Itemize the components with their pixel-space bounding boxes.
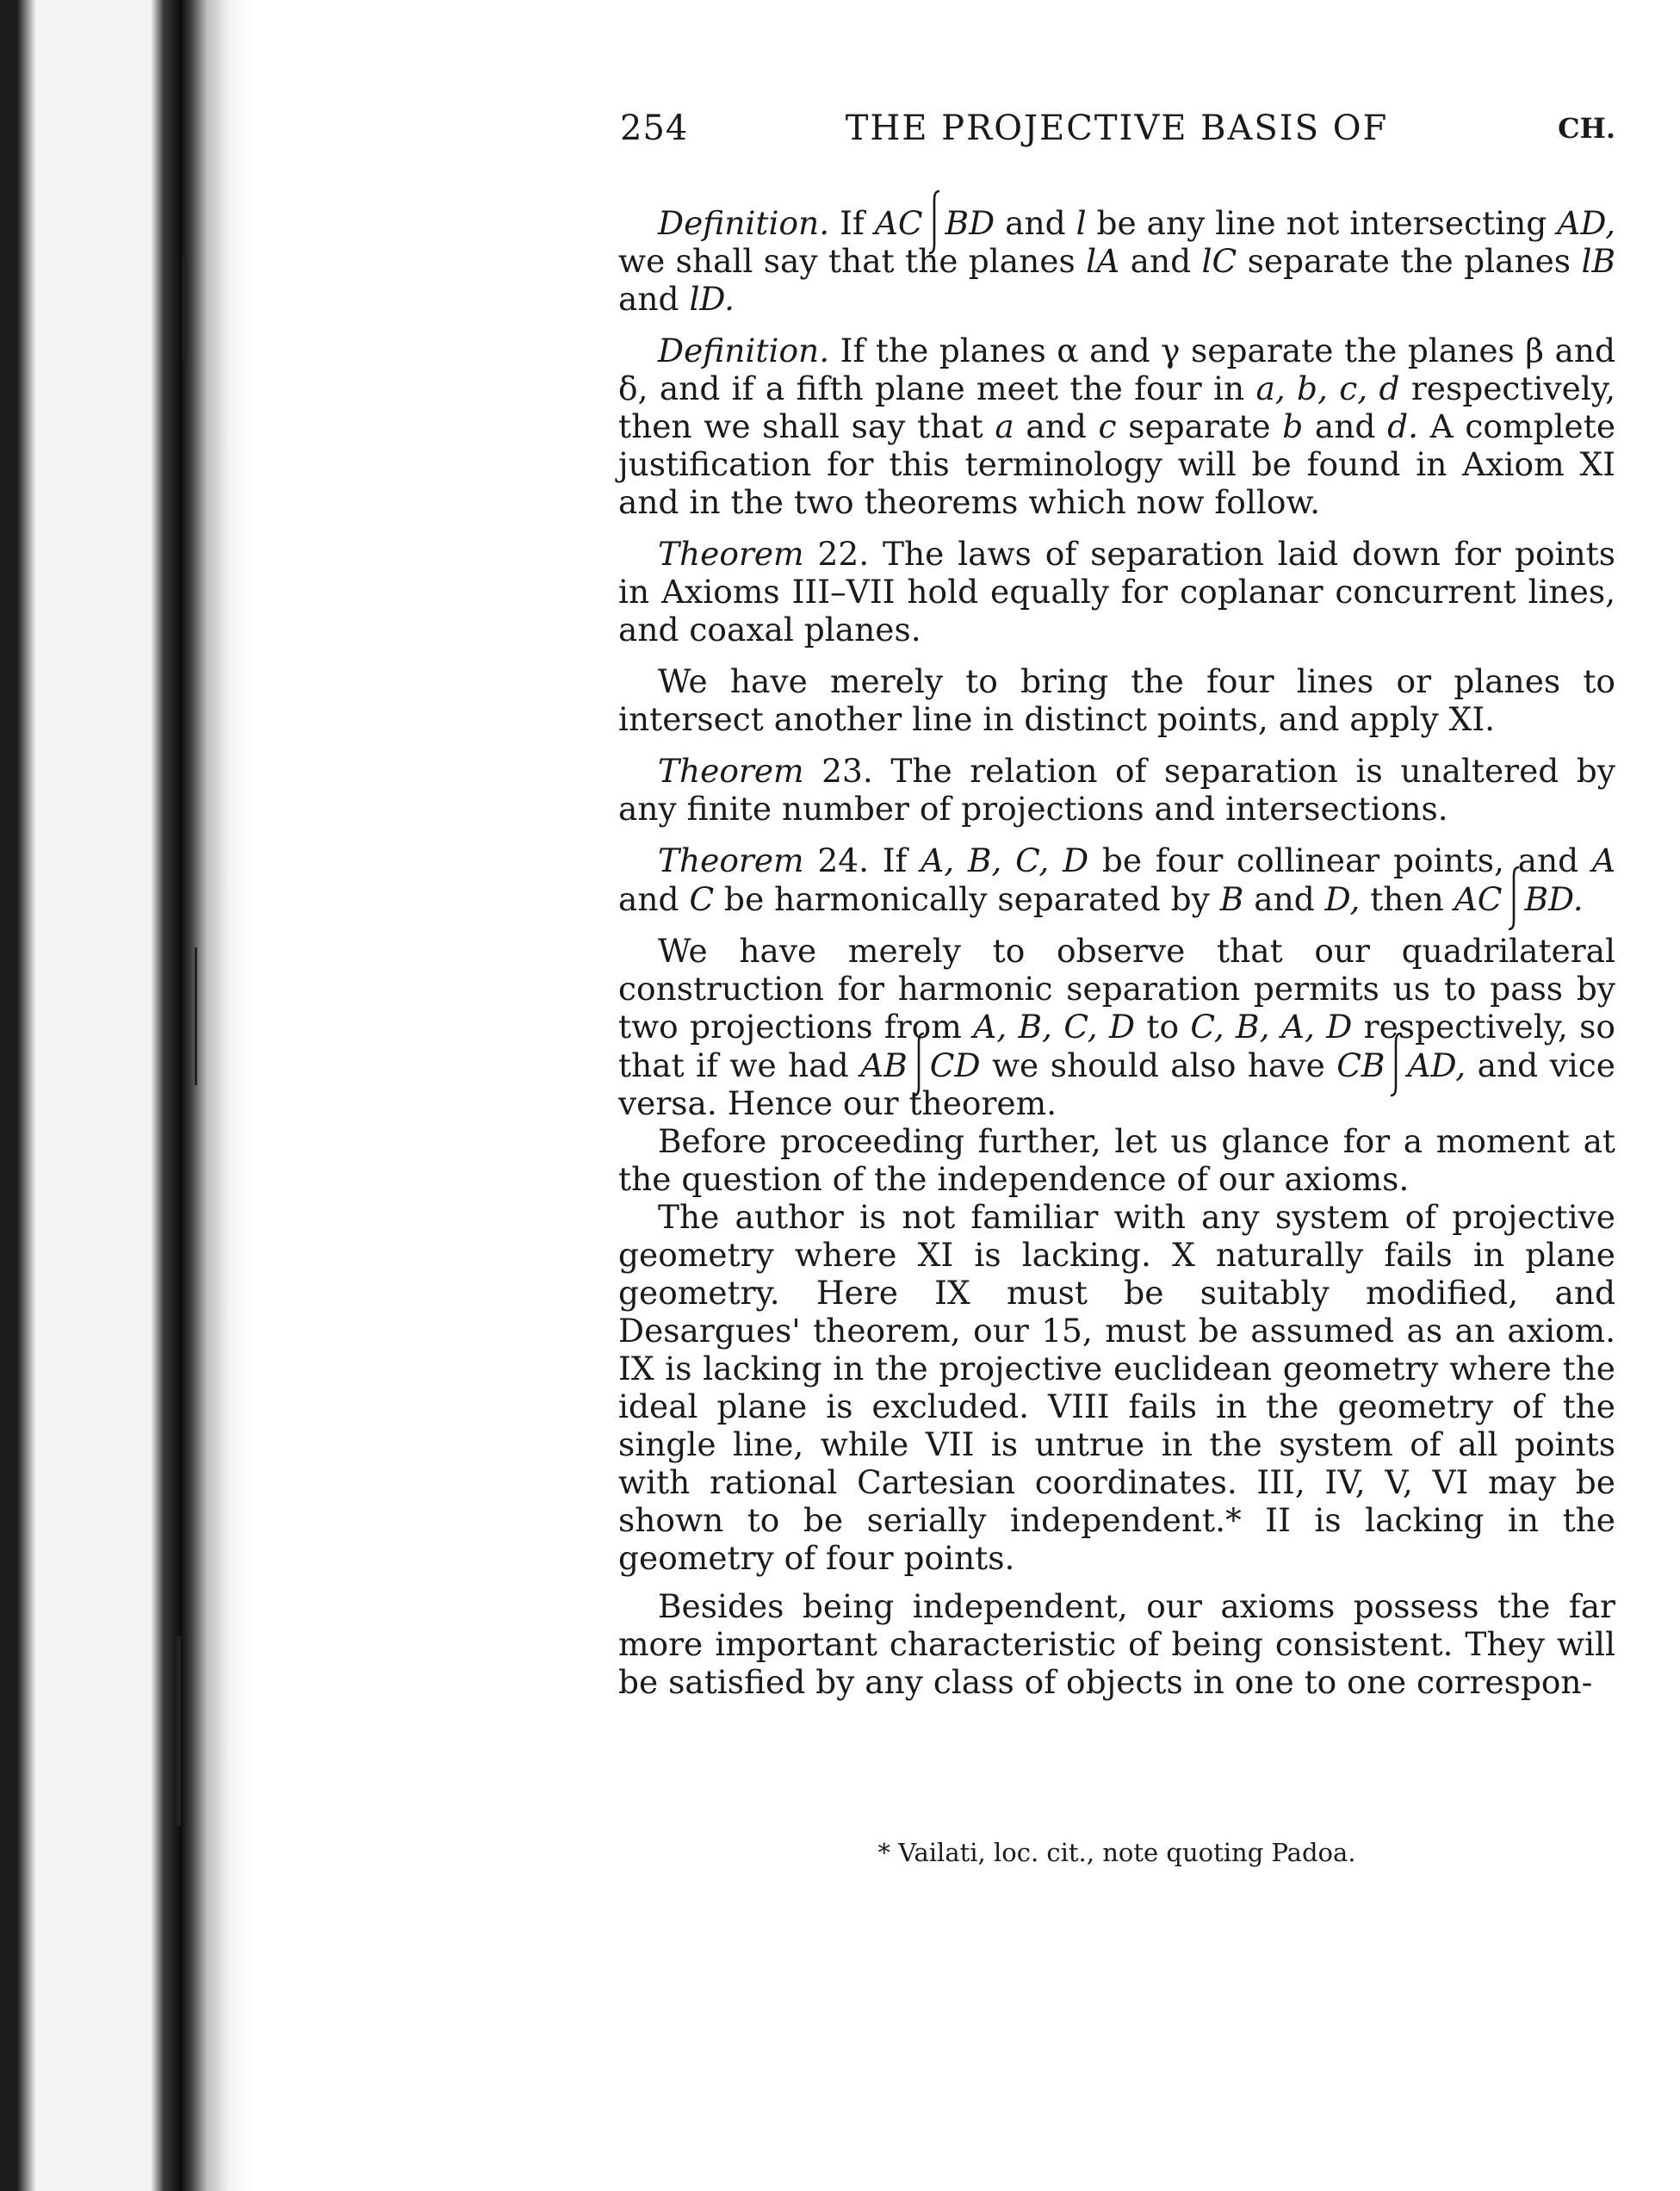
text-run: then	[1360, 880, 1454, 918]
independence-discussion-paragraph	[618, 1198, 1615, 1577]
book-binding-gutter	[0, 0, 258, 2191]
text-run: and	[618, 280, 690, 318]
text-run: Besides being independent, our axioms possess the far more important characteristic of being consistent. They will be satisfied by any class of objects in one to one correspon-	[618, 1587, 1615, 1701]
text-run: and	[618, 880, 690, 918]
definition-label: Definition.	[658, 204, 830, 242]
math-run: lD.	[689, 280, 735, 318]
text-run: we should also have	[980, 1046, 1337, 1084]
text-run: to	[1135, 1008, 1191, 1046]
math-run: lC	[1201, 242, 1237, 280]
text-run: 23. The relation of separation is unaltered by any finite number of projections and intersections.	[618, 752, 1615, 828]
text-run: and vice versa. Hence our theorem.	[618, 1046, 1615, 1122]
definition-label: Definition.	[658, 332, 830, 369]
text-run: be four collinear points, and	[1088, 841, 1592, 879]
math-run: lA	[1086, 242, 1120, 280]
math-run: c	[1098, 407, 1117, 445]
theorem-23-paragraph	[618, 752, 1615, 828]
text-run: and	[1243, 880, 1325, 918]
separation-integral-sign	[925, 203, 944, 241]
book-page	[618, 0, 1615, 2191]
math-run: BD	[945, 204, 995, 242]
text-run: We have merely to bring the four lines or planes to intersect another line in distinct points, and apply XI.	[618, 662, 1615, 738]
page-header	[618, 109, 1615, 160]
footnote: * Vailati, loc. cit., note quoting Padoa.	[877, 1838, 1356, 1867]
separation-integral-sign	[1386, 1046, 1405, 1083]
math-run: C, B, A, D	[1190, 1008, 1353, 1046]
text-run: be any line not intersecting	[1086, 204, 1558, 242]
text-run: respectively, so that if we had	[618, 1008, 1615, 1084]
theorem-22-paragraph	[618, 535, 1615, 649]
theorem-24-paragraph	[618, 841, 1615, 918]
text-run: If	[829, 204, 875, 242]
math-run: A, B, C, D	[921, 841, 1089, 879]
text-run: be harmonically separated by	[714, 880, 1220, 918]
math-run: B	[1219, 880, 1244, 918]
main-text	[618, 203, 1615, 1715]
math-run: a, b, c, d	[1255, 369, 1400, 407]
text-run: Before proceeding further, let us glance for a moment at the question of the independence of our axioms.	[618, 1122, 1615, 1198]
theorem-label: Theorem	[658, 535, 804, 573]
math-run: A	[1591, 841, 1615, 879]
text-run: separate the planes	[1237, 242, 1582, 280]
math-run: l	[1076, 204, 1087, 242]
page-number: 254	[620, 109, 689, 148]
text-run: 22. The laws of separation laid down for points in Axioms III–VII hold equally for coplanar concurrent lines, and coaxal planes.	[618, 535, 1615, 649]
text-run: If the planes α and γ separate the planes β and δ, and if a fifth plane meet the four in	[618, 332, 1615, 407]
text-run: and	[995, 204, 1076, 242]
text-run: respectively, then we shall say that	[618, 369, 1615, 445]
gutter-streak	[195, 947, 197, 1085]
proof-paragraph-24	[618, 932, 1615, 1122]
running-title: THE PROJECTIVE BASIS OF	[845, 109, 1389, 148]
math-run: CB	[1336, 1046, 1386, 1084]
gutter-streak	[177, 1636, 181, 1826]
math-run: AC	[874, 204, 923, 242]
theorem-label: Theorem	[658, 752, 804, 790]
proof-paragraph-22	[618, 662, 1615, 738]
math-run: AC	[1454, 880, 1503, 918]
text-run: We have merely to observe that our quadrilateral construction for harmonic separation permits us to pass by two projections from	[618, 932, 1615, 1046]
math-run: lB	[1581, 242, 1616, 280]
math-run: C	[689, 880, 715, 918]
theorem-label: Theorem	[658, 841, 804, 879]
definition-paragraph-1	[618, 203, 1615, 318]
math-run: AD,	[1557, 204, 1615, 242]
consistency-paragraph	[618, 1587, 1615, 1701]
math-run: AD,	[1407, 1046, 1466, 1084]
text-run: A complete justification for this terminology will be found in Axiom XI and in the two theorems which now follow.	[618, 407, 1616, 521]
text-run: The author is not familiar with any system of projective geometry where XI is lacking. X naturally fails in plane geometry. Here IX must be suitably modified, and Desargues' theorem, our 15, must be assumed as an axiom. IX is lacking in the projective euclidean geometry where the ideal plane is excluded. VIII fails in the geometry of the single line, while VII is untrue in the system of all points with rational Cartesian coordinates. III, IV, V, VI may be shown to be serially independent.* II is lacking in the geometry of four points.	[618, 1198, 1615, 1577]
math-run: A, B, C, D	[973, 1008, 1136, 1046]
separation-integral-sign	[909, 1046, 928, 1083]
gutter-streak	[183, 258, 186, 362]
text-run: and	[1303, 407, 1388, 445]
chapter-abbrev: CH.	[1558, 112, 1615, 145]
math-run: BD.	[1524, 880, 1584, 918]
math-run: d.	[1387, 407, 1419, 445]
text-run: we shall say that the planes	[618, 242, 1087, 280]
math-run: CD	[929, 1046, 981, 1084]
separation-integral-sign	[1504, 879, 1523, 917]
text-run: and	[1014, 407, 1099, 445]
math-run: D,	[1324, 880, 1361, 918]
text-run: and	[1119, 242, 1202, 280]
math-run: b	[1282, 407, 1304, 445]
text-run: 24. If	[803, 841, 921, 879]
text-run: separate	[1116, 407, 1283, 445]
math-run: AB	[860, 1046, 908, 1084]
definition-paragraph-2	[618, 332, 1615, 521]
math-run: a	[995, 407, 1014, 445]
independence-intro-paragraph	[618, 1122, 1615, 1198]
